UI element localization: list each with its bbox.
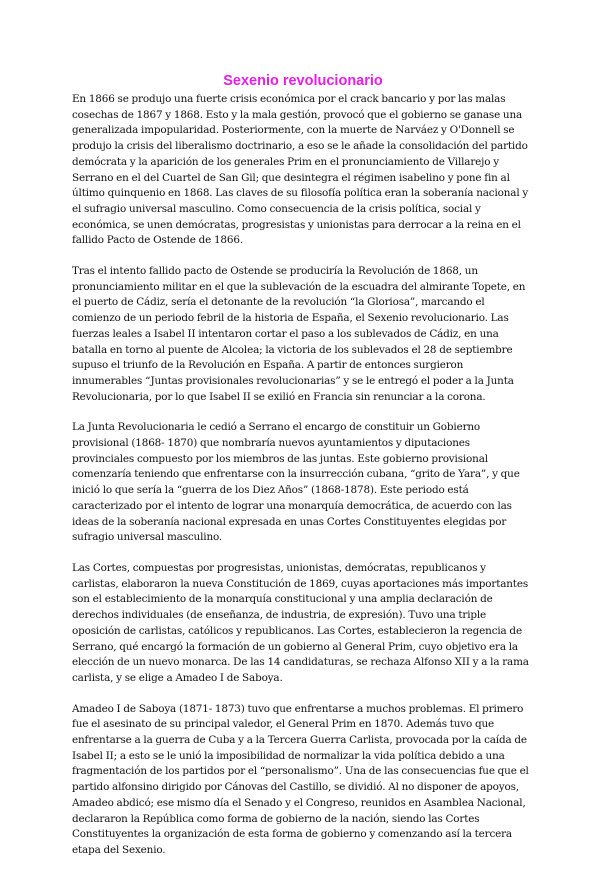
document-title: Sexenio revolucionario [223,73,383,89]
paragraph-gobierno-provisional: La Junta Revolucionaria le cedió a Serrano el encargo de constituir un Gobierno provisional (1868- 1870) que nombraría nuevos ayuntamientos y diputaciones provinciales compuesto por los miembros de las juntas. Este gobierno provisional comenzaría teniendo que enfrentarse con la insurrección cubana, “grito de Yara”, y que inició lo que sería la “guerra de los Diez Años” (1868-1878). Este periodo está caracterizado por el intento de lograr una monarquía democrática, de acuerdo con las ideas de la soberanía nacional expresada en unas Cortes Constituyentes elegidas por sufragio universal masculino. [72,421,520,544]
paragraph-amadeo-saboya: Amadeo I de Saboya (1871- 1873) tuvo que enfrentarse a muchos problemas. El primero fue el asesinato de su principal valedor, el General Prim en 1870. Además tuvo que enfrentarse a la guerra de Cuba y a la Tercera Guerra Carlista, provocada por la caída de Isabel II; a esto se le unió la imposibilidad de normalizar la vida política debido a una fragmentación de los partidos por el “personalismo”. Una de las consecuencias fue que el partido alfonsino dirigido por Cánovas del Castillo, se dividió. Al no disponer de apoyos, Amadeo abdicó; ese mismo día el Senado y el Congreso, reunidos en Asamblea Nacional, declararon la República como forma de gobierno de la nación, siendo las Cortes Constituyentes la organización de esta forma de gobierno y comenzando así la tercera etapa del Sexenio. [72,702,529,856]
document-page [72,72,534,874]
paragraph-cortes-constitucion: Las Cortes, compuestas por progresistas, unionistas, demócratas, republicanos y carlistas, elaboraron la nueva Constitución de 1869, cuyas aportaciones más importantes son el establecimiento de la monarquía constitucional y una amplia declaración de derechos individuales (de enseñanza, de industria, de expresión). Tuvo una triple oposición de carlistas, católicos y republicanos. Las Cortes, establecieron la regencia de Serrano, qué encargó la formación de un gobierno al General Prim, cuyo objetivo era la elección de un nuevo monarca. De las 14 candidaturas, se rechaza Alfonso XII y a la rama carlista, y se elige a Amadeo I de Saboya. [72,561,529,684]
paragraph-revolucion-1868: Tras el intento fallido pacto de Ostende se produciría la Revolución de 1868, un pronunciamiento militar en el que la sublevación de la escuadra del almirante Topete, en el puerto de Cádiz, sería el detonante de la revolución “la Gloriosa”, marcando el comienzo de un periodo febril de la historia de España, el Sexenio revolucionario. Las fuerzas leales a Isabel II intentaron cortar el paso a los sublevados de Cádiz, en una batalla en torno al puente de Alcolea; la victoria de los sublevados el 28 de septiembre supuso el triunfo de la Revolución en España. A partir de entonces surgieron innumerables “Juntas provisionales revolucionarias” y se le entregó el poder a la Junta Revolucionaria, por lo que Isabel II se exilió en Francia sin renunciar a la corona. [72,265,526,403]
paragraph-crisis-1866: En 1866 se produjo una fuerte crisis económica por el crack bancario y por las malas cosechas de 1867 y 1868. Esto y la mala gestión, provocó que el gobierno se ganase una generalizada impopularidad. Posteriormente, con la muerte de Narváez y O'Donnell se produjo la crisis del liberalismo doctrinario, a eso se le añade la consolidación del partido demócrata y la aparición de los generales Prim en el pronunciamiento de Villarejo y Serrano en el del Cuartel de San Gil; que desintegra el régimen isabelino y pone fin al último quinquenio en 1868. Las claves de su filosofía política eran la soberanía nacional y el sufragio universal masculino. Como consecuencia de la crisis política, social y económica, se unen demócratas, progresistas y unionistas para derrocar a la reina en el fallido Pacto de Ostende de 1866. [72,93,529,247]
